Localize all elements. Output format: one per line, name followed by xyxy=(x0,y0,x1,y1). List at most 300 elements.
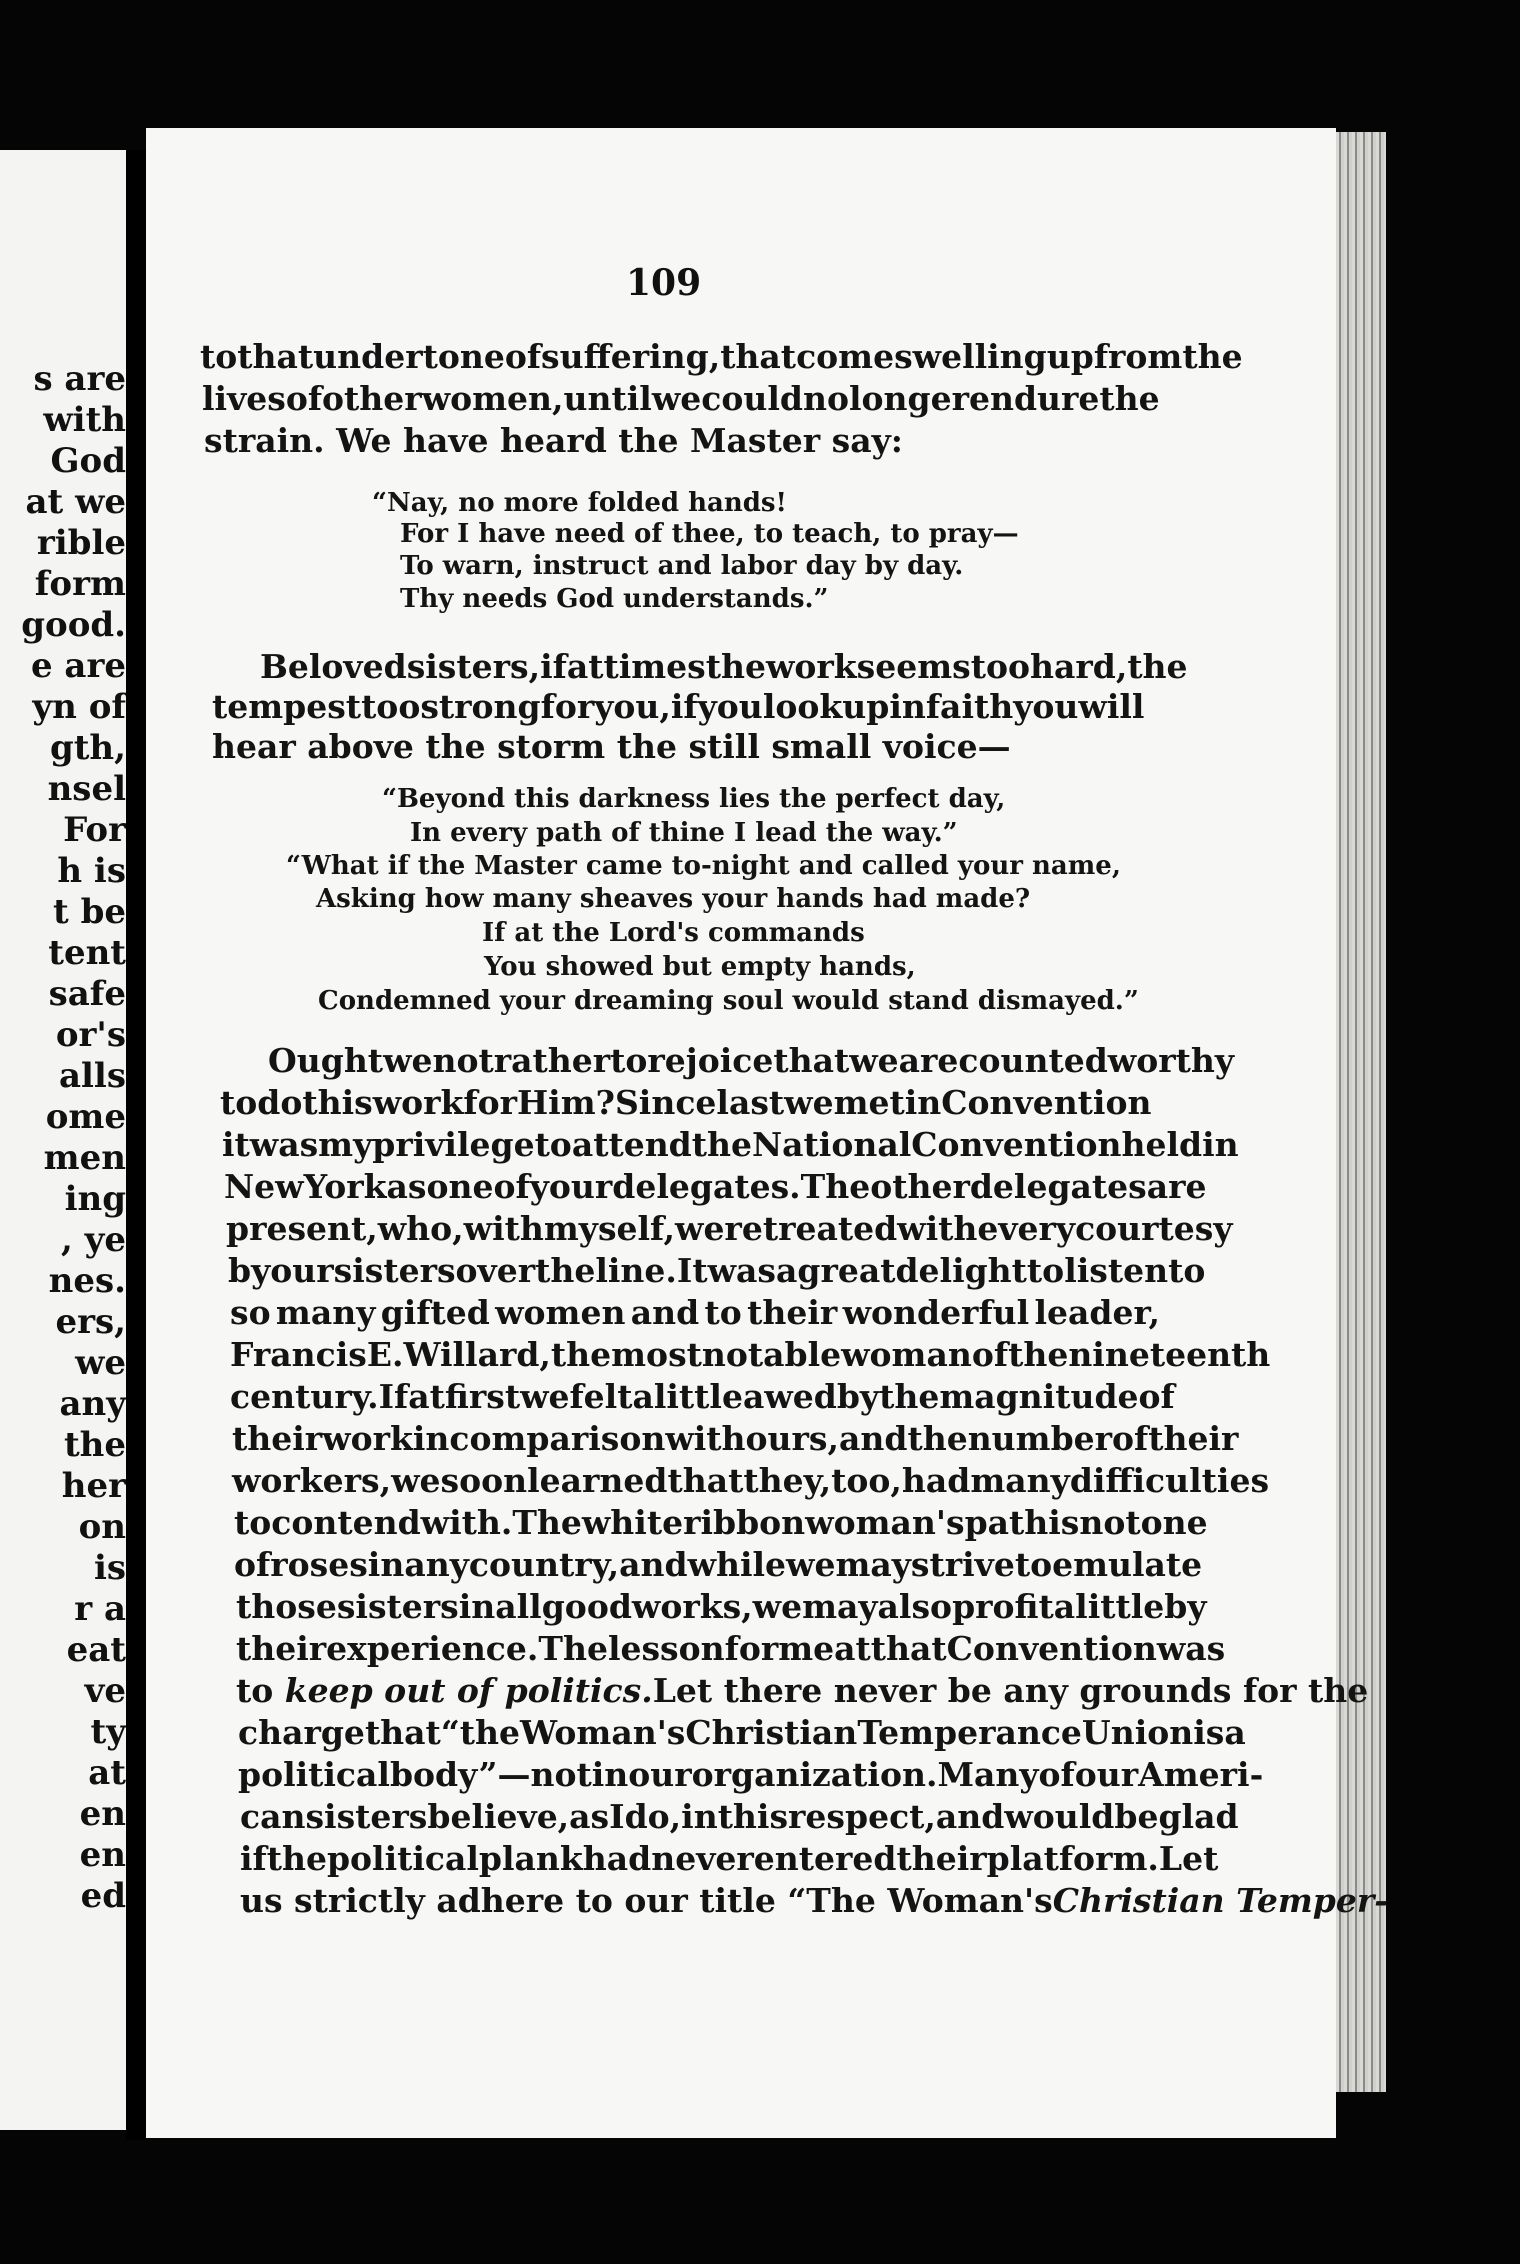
word: was xyxy=(249,1125,319,1164)
word: also xyxy=(877,1587,953,1626)
word: little xyxy=(1075,1587,1165,1626)
word: glad xyxy=(1158,1797,1239,1836)
left-fragment: good. xyxy=(21,605,126,645)
word: the xyxy=(879,1377,940,1416)
verse-line: “Nay, no more folded hands! xyxy=(372,488,787,518)
word: treated xyxy=(762,1209,898,1248)
word: of xyxy=(493,1167,530,1206)
word: charge xyxy=(238,1713,365,1752)
word: The xyxy=(512,1503,582,1542)
word: that xyxy=(364,1713,441,1752)
word: in xyxy=(1202,1125,1239,1164)
word: privilege xyxy=(372,1125,535,1164)
word: woman's xyxy=(805,1503,965,1542)
word: the xyxy=(1182,337,1243,376)
word: too xyxy=(361,687,421,726)
word: that xyxy=(720,337,797,376)
word: up xyxy=(842,687,890,726)
word: the xyxy=(1127,647,1188,686)
word: Beloved xyxy=(260,647,407,686)
word: to xyxy=(534,1125,572,1164)
left-fragment: eat xyxy=(66,1630,126,1670)
left-fragment: nsel xyxy=(47,769,126,809)
paragraph-3-line xyxy=(220,1083,1152,1122)
word: do, xyxy=(624,1797,682,1836)
word: a xyxy=(775,1251,798,1290)
word: from xyxy=(1093,337,1183,376)
left-fragment: ty xyxy=(90,1712,126,1752)
word: Christian xyxy=(685,1713,858,1752)
word: York xyxy=(303,1167,387,1206)
word: with xyxy=(665,1419,746,1458)
word: too, xyxy=(831,1461,902,1500)
left-fragment: on xyxy=(78,1507,126,1547)
word: by xyxy=(836,1377,880,1416)
word: and xyxy=(935,1797,1005,1836)
word: The xyxy=(800,1167,871,1206)
word: awed xyxy=(742,1377,837,1416)
word: delegates. xyxy=(612,1167,801,1206)
word: a xyxy=(1053,1587,1076,1626)
paragraph-3-line xyxy=(240,1797,1239,1836)
word: was xyxy=(707,1251,776,1290)
word: was xyxy=(1156,1629,1226,1668)
left-fragment: h is xyxy=(57,851,126,891)
word: political xyxy=(326,1839,479,1878)
left-fragment: men xyxy=(43,1138,126,1178)
left-fragment: ers, xyxy=(55,1302,126,1342)
left-fragment: s are xyxy=(33,359,126,399)
page-number: 109 xyxy=(626,262,702,304)
word: if xyxy=(540,647,567,686)
left-fragment: safe xyxy=(48,974,126,1014)
word: me xyxy=(778,1629,835,1668)
paragraph-3-line xyxy=(224,1167,1207,1206)
left-fragment: the xyxy=(63,1425,126,1465)
word: had xyxy=(582,1839,652,1878)
word: rejoice xyxy=(647,1041,774,1080)
word: their xyxy=(747,1293,838,1332)
word: contend xyxy=(271,1503,421,1542)
word: that xyxy=(667,1461,744,1500)
word: notable xyxy=(701,1335,842,1374)
word: with xyxy=(463,1209,544,1248)
left-fragment: alls xyxy=(58,1056,126,1096)
word: the xyxy=(550,1335,612,1374)
verse-line: Asking how many sheaves your hands had made? xyxy=(316,884,1031,914)
word: If xyxy=(378,1377,409,1416)
word: we xyxy=(383,1041,433,1080)
paragraph-3-line xyxy=(234,1545,1203,1584)
word: women xyxy=(495,1293,626,1332)
left-fragment: , ye xyxy=(60,1220,126,1260)
word: felt xyxy=(569,1377,633,1416)
word: great xyxy=(797,1251,896,1290)
left-fragment: ed xyxy=(80,1876,126,1916)
word: to xyxy=(234,1503,272,1542)
word: until xyxy=(563,379,652,418)
word: all xyxy=(495,1587,542,1626)
page-edges xyxy=(1336,132,1386,2092)
verse-line: Condemned your dreaming soul would stand dismayed.” xyxy=(318,986,1139,1016)
word: any xyxy=(404,1545,469,1584)
word: will xyxy=(1078,687,1145,726)
word: Union xyxy=(1081,1713,1194,1752)
word: last xyxy=(716,1083,785,1122)
word: Him? xyxy=(516,1083,615,1122)
word: path xyxy=(964,1503,1049,1542)
word: woman xyxy=(841,1335,972,1374)
word: Since xyxy=(614,1083,717,1122)
word: one xyxy=(426,1167,494,1206)
word: held xyxy=(1121,1125,1203,1164)
word: one xyxy=(1140,1503,1208,1542)
word: the xyxy=(266,1839,327,1878)
word: for xyxy=(540,687,595,726)
word: work xyxy=(372,1083,464,1122)
word: while xyxy=(687,1545,787,1584)
left-fragment: For xyxy=(63,810,126,850)
word: The xyxy=(538,1629,608,1668)
paragraph-3-line xyxy=(226,1209,1233,1248)
word: little xyxy=(653,1377,743,1416)
left-fragment: gth, xyxy=(49,728,126,768)
word: seems xyxy=(856,647,971,686)
word: attend xyxy=(571,1125,692,1164)
paragraph-2-line xyxy=(212,687,1145,726)
word: not xyxy=(1079,1503,1141,1542)
paragraph-3-line xyxy=(238,1755,1264,1794)
word: learned xyxy=(527,1461,668,1500)
word: we xyxy=(651,379,702,418)
left-fragment: form xyxy=(34,564,126,604)
paragraph-2-line: hear above the storm the still small voice— xyxy=(212,727,1011,766)
word: longer xyxy=(848,379,969,418)
word: at xyxy=(566,647,604,686)
word: had xyxy=(901,1461,971,1500)
left-fragment: any xyxy=(59,1384,126,1424)
word: of xyxy=(1112,1419,1149,1458)
word: we xyxy=(849,1041,899,1080)
text-segment: to xyxy=(236,1671,274,1710)
word: the xyxy=(535,1251,596,1290)
word: work xyxy=(322,1419,413,1458)
word: delight xyxy=(895,1251,1027,1290)
left-fragment: yn of xyxy=(32,687,126,727)
word: work xyxy=(765,647,857,686)
word: our xyxy=(1074,1755,1139,1794)
word: country, xyxy=(468,1545,620,1584)
paragraph-3-line xyxy=(238,1713,1246,1752)
word: workers, xyxy=(232,1461,392,1500)
word: many xyxy=(275,1293,376,1332)
word: if xyxy=(670,687,698,726)
word: Ameri- xyxy=(1138,1755,1264,1794)
paragraph-3-line xyxy=(236,1671,1369,1710)
word: this xyxy=(302,1083,373,1122)
word: number xyxy=(967,1419,1113,1458)
word: National xyxy=(752,1125,912,1164)
word: good xyxy=(541,1587,632,1626)
word: Convention xyxy=(941,1083,1152,1122)
word: to xyxy=(1026,1251,1065,1290)
word: in xyxy=(681,1797,718,1836)
paragraph-3-line xyxy=(228,1251,1206,1290)
word: line. xyxy=(595,1251,677,1290)
word: first xyxy=(444,1377,521,1416)
word: may xyxy=(835,1545,911,1584)
verse-line: “Beyond this darkness lies the perfect day, xyxy=(382,784,1006,814)
word: roses xyxy=(270,1545,368,1584)
word: a xyxy=(1224,1713,1246,1752)
word: is xyxy=(1048,1503,1080,1542)
left-fragment: r a xyxy=(74,1589,126,1629)
word: my xyxy=(318,1125,373,1164)
paragraph-3-line xyxy=(236,1587,1207,1626)
word: other xyxy=(322,379,422,418)
word: not xyxy=(432,1041,494,1080)
word: welling xyxy=(912,337,1047,376)
word: in xyxy=(904,1083,942,1122)
word: by xyxy=(228,1251,271,1290)
word: listen xyxy=(1064,1251,1169,1290)
word: of xyxy=(1038,1755,1075,1794)
word: were xyxy=(675,1209,763,1248)
word: this xyxy=(717,1797,789,1836)
word: for xyxy=(463,1083,517,1122)
word: at xyxy=(408,1377,445,1416)
word: look xyxy=(762,687,843,726)
verse-line: “What if the Master came to-night and called your name, xyxy=(286,851,1121,881)
left-fragment: her xyxy=(61,1466,126,1506)
paragraph-3-line xyxy=(240,1839,1219,1878)
word: courtesy xyxy=(1075,1209,1233,1248)
word: of xyxy=(504,337,542,376)
left-fragment: or's xyxy=(55,1015,126,1055)
word: those xyxy=(236,1587,337,1626)
word: with. xyxy=(420,1503,513,1542)
left-fragment: tent xyxy=(48,933,126,973)
word: in xyxy=(367,1545,405,1584)
word: in xyxy=(412,1419,450,1458)
word: a xyxy=(632,1377,654,1416)
word: are xyxy=(1146,1167,1207,1206)
word: times xyxy=(603,647,706,686)
paragraph-3-line xyxy=(232,1461,1270,1500)
word: never xyxy=(651,1839,754,1878)
word: do xyxy=(257,1083,303,1122)
word: with xyxy=(897,1209,978,1248)
left-fragment: at xyxy=(88,1753,126,1793)
word: too xyxy=(970,647,1030,686)
word: comes xyxy=(796,337,913,376)
word: as xyxy=(386,1167,427,1206)
word: hard, xyxy=(1029,647,1128,686)
word: I xyxy=(609,1797,625,1836)
word: be xyxy=(1114,1797,1159,1836)
word: that xyxy=(870,1629,947,1668)
word: faith xyxy=(925,687,1014,726)
word: at xyxy=(834,1629,871,1668)
text-segment: us strictly adhere to our title “The Woman's xyxy=(240,1881,1053,1920)
word: the xyxy=(691,1125,752,1164)
word: is xyxy=(1193,1713,1225,1752)
verse-line: You showed but empty hands, xyxy=(484,952,916,982)
word: It xyxy=(676,1251,708,1290)
paragraph-1-line: strain. We have heard the Master say: xyxy=(204,421,903,460)
word: most xyxy=(611,1335,702,1374)
word: women, xyxy=(421,379,564,418)
word: entered xyxy=(753,1839,897,1878)
word: works, xyxy=(631,1587,753,1626)
paragraph-3-line xyxy=(268,1041,1235,1080)
word: to xyxy=(220,1083,258,1122)
word: the xyxy=(907,1419,968,1458)
word: leader, xyxy=(1034,1293,1160,1332)
word: may xyxy=(802,1587,878,1626)
word: rather xyxy=(493,1041,611,1080)
word: we xyxy=(752,1587,803,1626)
word: Convention xyxy=(911,1125,1122,1164)
word: many xyxy=(970,1461,1070,1500)
word: sisters xyxy=(333,1251,456,1290)
word: their xyxy=(1148,1419,1239,1458)
verse-line: In every path of thine I lead the way.” xyxy=(410,818,958,848)
paragraph-3-line xyxy=(240,1881,1388,1920)
word: body”—not xyxy=(389,1755,592,1794)
word: lesson xyxy=(607,1629,725,1668)
word: their xyxy=(236,1629,327,1668)
word: Convention xyxy=(946,1629,1157,1668)
word: and xyxy=(839,1419,908,1458)
word: nineteenth xyxy=(1068,1335,1271,1374)
word: Temperance xyxy=(857,1713,1082,1752)
word: century. xyxy=(230,1377,379,1416)
word: “the xyxy=(440,1713,521,1752)
word: no xyxy=(802,379,849,418)
word: the xyxy=(1099,379,1160,418)
word: every xyxy=(977,1209,1076,1248)
word: the xyxy=(1008,1335,1069,1374)
italic-emphasis: keep out of politics. xyxy=(284,1671,653,1710)
word: your xyxy=(529,1167,613,1206)
paragraph-3-line xyxy=(222,1125,1239,1164)
word: sisters xyxy=(336,1587,459,1626)
book-gutter xyxy=(126,150,146,2140)
word: Woman's xyxy=(520,1713,686,1752)
word: soon xyxy=(440,1461,528,1500)
word: our xyxy=(628,1755,692,1794)
word: Ought xyxy=(268,1041,384,1080)
left-fragment: nes. xyxy=(48,1261,126,1301)
word: we xyxy=(391,1461,441,1500)
verse-line: For I have need of thee, to teach, to pray— xyxy=(400,519,1019,549)
word: difficulties xyxy=(1069,1461,1270,1500)
word: platform. xyxy=(986,1839,1159,1878)
word: if xyxy=(240,1839,267,1878)
word: gifted xyxy=(380,1293,490,1332)
word: profit xyxy=(952,1587,1054,1626)
verse-line: To warn, instruct and labor day by day. xyxy=(400,551,964,581)
word: of xyxy=(234,1545,271,1584)
word: over xyxy=(455,1251,536,1290)
word: white xyxy=(581,1503,684,1542)
word: wonderful xyxy=(842,1293,1030,1332)
paragraph-1-line xyxy=(202,379,1160,418)
verse-line: If at the Lord's commands xyxy=(482,918,865,948)
word: lives xyxy=(202,379,286,418)
word: myself, xyxy=(543,1209,676,1248)
left-fragment: en xyxy=(79,1835,126,1875)
paragraph-3-line xyxy=(230,1377,1175,1416)
left-fragment: en xyxy=(79,1794,126,1834)
word: to xyxy=(1168,1251,1206,1290)
word: suffering, xyxy=(541,337,721,376)
left-fragment: ing xyxy=(64,1179,126,1219)
word: sisters, xyxy=(406,647,541,686)
word: we xyxy=(784,1083,834,1122)
word: and xyxy=(619,1545,688,1584)
italic-emphasis: Christian Temper- xyxy=(1052,1881,1388,1920)
word: would xyxy=(1004,1797,1115,1836)
word: that xyxy=(237,337,314,376)
line-text xyxy=(236,1671,653,1710)
left-fragment: we xyxy=(75,1343,126,1383)
word: their xyxy=(896,1839,987,1878)
word: tempest xyxy=(212,687,362,726)
word: of xyxy=(1138,1377,1175,1416)
word: ribbon xyxy=(683,1503,806,1542)
word: as xyxy=(569,1797,610,1836)
word: political xyxy=(238,1755,390,1794)
word: who, xyxy=(377,1209,464,1248)
left-fragment: rible xyxy=(36,523,126,563)
paragraph-3-line xyxy=(232,1419,1239,1458)
word: Willard, xyxy=(403,1335,551,1374)
word: met xyxy=(833,1083,905,1122)
left-fragment: e are xyxy=(30,646,126,686)
left-fragment: ve xyxy=(84,1671,126,1711)
word: ours, xyxy=(745,1419,839,1458)
word: undertone xyxy=(313,337,505,376)
word: could xyxy=(701,379,803,418)
word: Francis xyxy=(230,1335,367,1374)
word: delegates xyxy=(969,1167,1147,1206)
paragraph-3-line xyxy=(234,1503,1208,1542)
word: the xyxy=(705,647,766,686)
word: other xyxy=(870,1167,970,1206)
word: present, xyxy=(226,1209,378,1248)
text-segment: Let there never be any grounds for the xyxy=(652,1671,1369,1710)
word: can xyxy=(240,1797,306,1836)
word: emulate xyxy=(1052,1545,1203,1584)
word: in xyxy=(458,1587,496,1626)
left-fragment: ome xyxy=(45,1097,126,1137)
word: so xyxy=(230,1293,271,1332)
word: to xyxy=(1014,1545,1053,1584)
left-fragment: God xyxy=(50,441,126,481)
word: to xyxy=(704,1293,742,1332)
word: New xyxy=(224,1167,304,1206)
paragraph-3-line xyxy=(236,1629,1226,1668)
paragraph-1-line xyxy=(200,337,1243,376)
word: in xyxy=(591,1755,629,1794)
word: of xyxy=(971,1335,1009,1374)
word: you xyxy=(697,687,763,726)
word: sisters xyxy=(305,1797,428,1836)
word: are xyxy=(898,1041,959,1080)
word: strive xyxy=(910,1545,1015,1584)
